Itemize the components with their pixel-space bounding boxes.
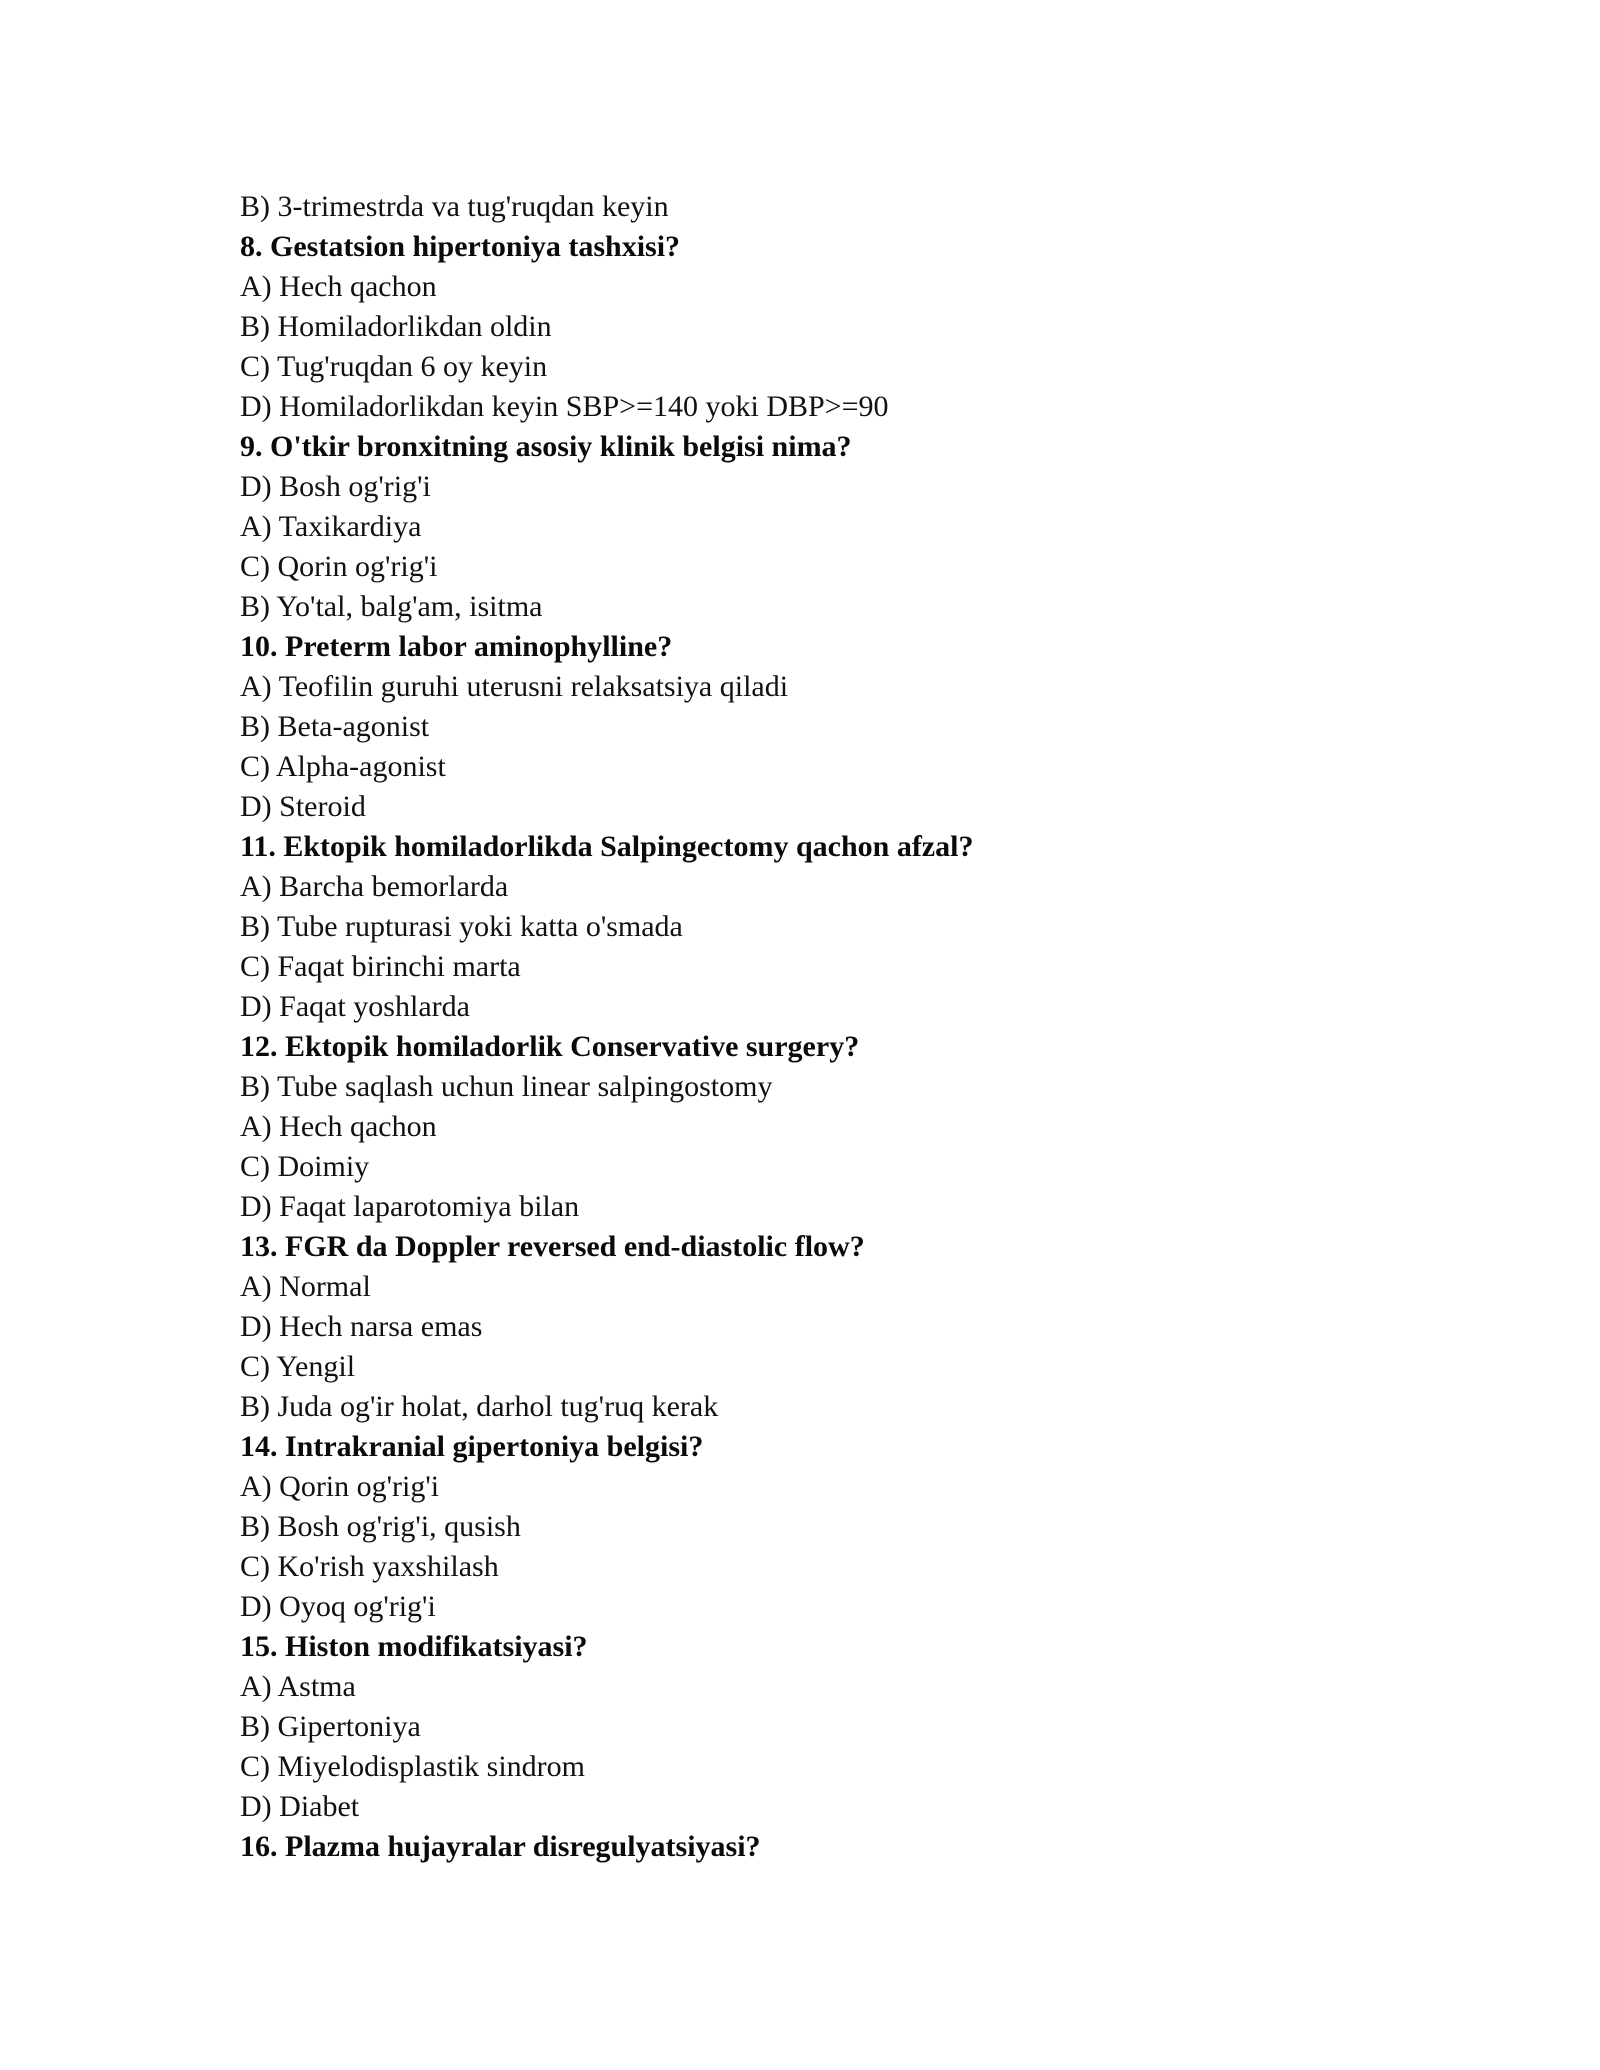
answer-option: D) Homiladorlikdan keyin SBP>=140 yoki DBP>=90 [240, 390, 889, 423]
answer-option: A) Qorin og'rig'i [240, 1470, 440, 1503]
answer-option: D) Bosh og'rig'i [240, 470, 431, 503]
answer-option: B) Yo'tal, balg'am, isitma [240, 590, 543, 623]
answer-option: B) Beta-agonist [240, 710, 430, 743]
answer-option: B) Bosh og'rig'i, qusish [240, 1510, 521, 1543]
answer-option: A) Barcha bemorlarda [240, 870, 509, 903]
answer-option: C) Ko'rish yaxshilash [240, 1550, 499, 1583]
answer-option: C) Yengil [240, 1350, 356, 1383]
question-heading: 9. O'tkir bronxitning asosiy klinik belgisi nima? [240, 430, 852, 463]
question-heading: 15. Histon modifikatsiyasi? [240, 1630, 588, 1663]
answer-option: D) Oyoq og'rig'i [240, 1590, 436, 1623]
answer-option: A) Astma [240, 1670, 356, 1703]
answer-option: A) Hech qachon [240, 1110, 437, 1143]
answer-option: C) Alpha-agonist [240, 750, 446, 783]
question-heading: 8. Gestatsion hipertoniya tashxisi? [240, 230, 681, 263]
answer-option: B) Tube saqlash uchun linear salpingostomy [240, 1070, 773, 1103]
answer-option: B) Gipertoniya [240, 1710, 421, 1743]
question-heading: 12. Ektopik homiladorlik Conservative surgery? [240, 1030, 860, 1063]
answer-option: D) Hech narsa emas [240, 1310, 483, 1343]
answer-option: A) Normal [240, 1270, 371, 1303]
document-body [240, 187, 1440, 1867]
answer-option: B) Juda og'ir holat, darhol tug'ruq kerak [240, 1390, 719, 1423]
answer-option: C) Tug'ruqdan 6 oy keyin [240, 350, 548, 383]
answer-option: D) Diabet [240, 1790, 360, 1823]
answer-option: B) Homiladorlikdan oldin [240, 310, 552, 343]
answer-option: C) Faqat birinchi marta [240, 950, 521, 983]
answer-option: B) 3-trimestrda va tug'ruqdan keyin [240, 190, 669, 223]
answer-option: D) Faqat yoshlarda [240, 990, 470, 1023]
answer-option: D) Steroid [240, 790, 366, 823]
answer-option: A) Teofilin guruhi uterusni relaksatsiya qiladi [240, 670, 789, 703]
question-heading: 16. Plazma hujayralar disregulyatsiyasi? [240, 1830, 761, 1863]
answer-option: D) Faqat laparotomiya bilan [240, 1190, 580, 1223]
answer-option: B) Tube rupturasi yoki katta o'smada [240, 910, 683, 943]
answer-option: A) Hech qachon [240, 270, 437, 303]
question-heading: 14. Intrakranial gipertoniya belgisi? [240, 1430, 704, 1463]
question-heading: 11. Ektopik homiladorlikda Salpingectomy qachon afzal? [240, 830, 974, 863]
answer-option: C) Miyelodisplastik sindrom [240, 1750, 585, 1783]
answer-option: A) Taxikardiya [240, 510, 422, 543]
question-heading: 13. FGR da Doppler reversed end-diastolic flow? [240, 1230, 865, 1263]
question-heading: 10. Preterm labor aminophylline? [240, 630, 673, 663]
answer-option: C) Doimiy [240, 1150, 370, 1183]
answer-option: C) Qorin og'rig'i [240, 550, 438, 583]
